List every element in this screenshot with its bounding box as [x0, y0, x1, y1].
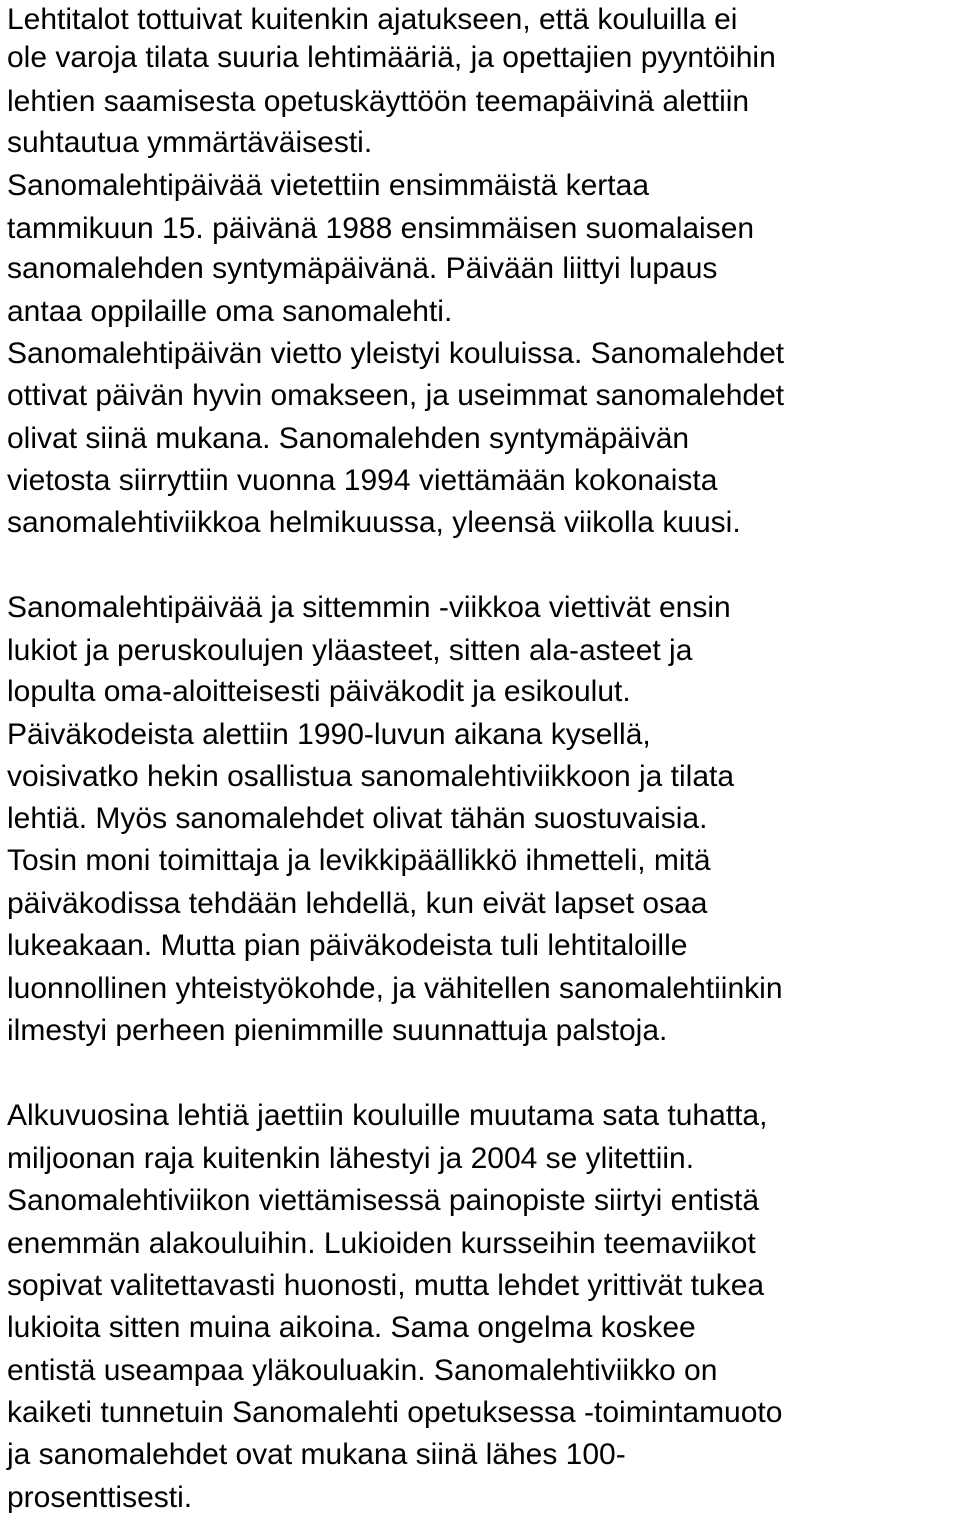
text-line: enemmän alakouluihin. Lukioiden kursseihin teemaviikot [7, 1227, 756, 1260]
text-line: päiväkodissa tehdään lehdellä, kun eivät lapset osaa [7, 887, 708, 920]
text-line: lukeakaan. Mutta pian päiväkodeista tuli lehtitaloille [7, 929, 688, 962]
text-line: Sanomalehtiviikon viettämisessä painopiste siirtyi entistä [7, 1184, 760, 1217]
text-line: ole varoja tilata suuria lehtimääriä, ja opettajien pyyntöihin [7, 41, 776, 74]
text-line: lehtiä. Myös sanomalehdet olivat tähän suostuvaisia. [7, 802, 708, 835]
text-line: ja sanomalehdet ovat mukana siinä lähes 100- [7, 1438, 626, 1471]
text-line: Alkuvuosina lehtiä jaettiin kouluille muutama sata tuhatta, [7, 1099, 768, 1132]
text-line: ottivat päivän hyvin omakseen, ja useimmat sanomalehdet [7, 379, 785, 412]
text-line: entistä useampaa yläkouluakin. Sanomalehtiviikko on [7, 1354, 718, 1387]
text-line: kaiketi tunnetuin Sanomalehti opetuksessa -toimintamuoto [7, 1396, 783, 1429]
text-line: voisivatko hekin osallistua sanomalehtiviikkoon ja tilata [7, 760, 735, 793]
text-line: tammikuun 15. päivänä 1988 ensimmäisen suomalaisen [7, 212, 755, 245]
text-line: luonnollinen yhteistyökohde, ja vähitellen sanomalehtiinkin [7, 972, 783, 1005]
text-line: lukiot ja peruskoulujen yläasteet, sitten ala-asteet ja [7, 634, 693, 667]
text-line: sanomalehden syntymäpäivänä. Päivään liittyi lupaus [7, 252, 718, 285]
text-line: Sanomalehtipäivää ja sittemmin -viikkoa viettivät ensin [7, 591, 731, 624]
text-line: sanomalehtiviikkoa helmikuussa, yleensä viikolla kuusi. [7, 506, 741, 539]
text-line: ilmestyi perheen pienimmille suunnattuja palstoja. [7, 1014, 668, 1047]
text-line: lehtien saamisesta opetuskäyttöön teemapäivinä alettiin [7, 85, 750, 118]
text-line: suhtautua ymmärtäväisesti. [7, 126, 373, 159]
text-line: olivat siinä mukana. Sanomalehden syntymäpäivän [7, 422, 690, 455]
text-line: antaa oppilaille oma sanomalehti. [7, 295, 453, 328]
text-line: miljoonan raja kuitenkin lähestyi ja 2004 se ylitettiin. [7, 1142, 695, 1175]
text-line: Sanomalehtipäivän vietto yleistyi kouluissa. Sanomalehdet [7, 337, 785, 370]
text-line: Tosin moni toimittaja ja levikkipäällikkö ihmetteli, mitä [7, 844, 711, 877]
text-line: lukioita sitten muina aikoina. Sama ongelma koskee [7, 1311, 696, 1344]
text-line: sopivat valitettavasti huonosti, mutta lehdet yrittivät tukea [7, 1269, 765, 1302]
text-line: Päiväkodeista alettiin 1990-luvun aikana kysellä, [7, 718, 651, 751]
text-line: vietosta siirryttiin vuonna 1994 viettämään kokonaista [7, 464, 718, 497]
text-line: Lehtitalot tottuivat kuitenkin ajatukseen, että kouluilla ei [7, 3, 738, 36]
text-line: Sanomalehtipäivää vietettiin ensimmäistä kertaa [7, 169, 649, 202]
text-line: lopulta oma-aloitteisesti päiväkodit ja esikoulut. [7, 675, 631, 708]
text-line: prosenttisesti. [7, 1481, 193, 1514]
